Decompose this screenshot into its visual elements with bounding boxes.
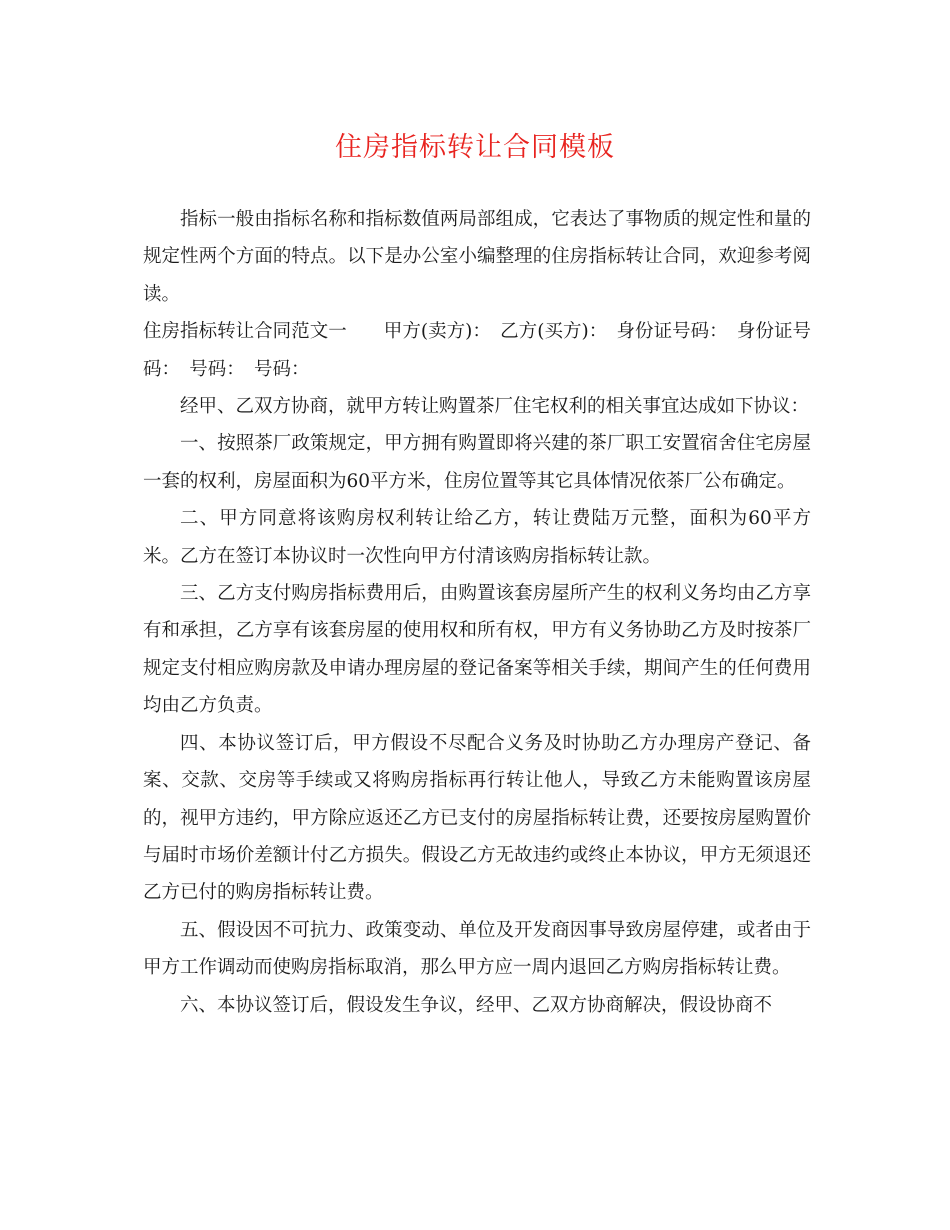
document-title: 住房指标转让合同模板 (335, 132, 615, 163)
document-body (143, 201, 811, 1024)
paragraph-clause-4: 四、本协议签订后，甲方假设不尽配合义务及时协助乙方办理房产登记、备案、交款、交房等手续或又将购房指标再行转让他人，导致乙方未能购置该房屋的，视甲方违约，甲方除应返还乙方已支付的房屋指标转让费，还要按房屋购置价与届时市场价差额计付乙方损失。假设乙方无故违约或终止本协议，甲方无须退还乙方已付的购房指标转让费。 (143, 732, 811, 904)
paragraph-clause-1: 一、按照茶厂政策规定，甲方拥有购置即将兴建的茶厂职工安置宿舍住宅房屋一套的权利，房屋面积为60平方米，住房位置等其它具体情况依茶厂公布确定。 (143, 433, 811, 492)
paragraph-clause-6: 六、本协议签订后，假设发生争议，经甲、乙双方协商解决，假设协商不 (180, 994, 773, 1016)
paragraph-clause-2: 二、甲方同意将该购房权利转让给乙方，转让费陆万元整，面积为60平方米。乙方在签订本协议时一次性向甲方付清该购房指标转让款。 (143, 508, 811, 567)
paragraph-clause-3: 三、乙方支付购房指标费用后，由购置该套房屋所产生的权利义务均由乙方享有和承担，乙方享有该套房屋的使用权和所有权，甲方有义务协助乙方及时按茶厂规定支付相应购房款及申请办理房屋的登记备案等相关手续，期间产生的任何费用均由乙方负责。 (143, 583, 811, 717)
paragraph-preamble: 经甲、乙双方协商，就甲方转让购置茶厂住宅权利的相关事宜达成如下协议： (180, 396, 810, 418)
paragraph-parties: 住房指标转让合同范文一 甲方(卖方)： 乙方(买方)： 身份证号码： 身份证号码： 号码： 号码： (143, 321, 811, 380)
paragraph-intro: 指标一般由指标名称和指标数值两局部组成，它表达了事物质的规定性和量的规定性两个方面的特点。以下是办公室小编整理的住房指标转让合同，欢迎参考阅读。 (143, 209, 811, 305)
paragraph-clause-5: 五、假设因不可抗力、政策变动、单位及开发商因事导致房屋停建，或者由于甲方工作调动而使购房指标取消，那么甲方应一周内退回乙方购房指标转让费。 (143, 919, 811, 979)
